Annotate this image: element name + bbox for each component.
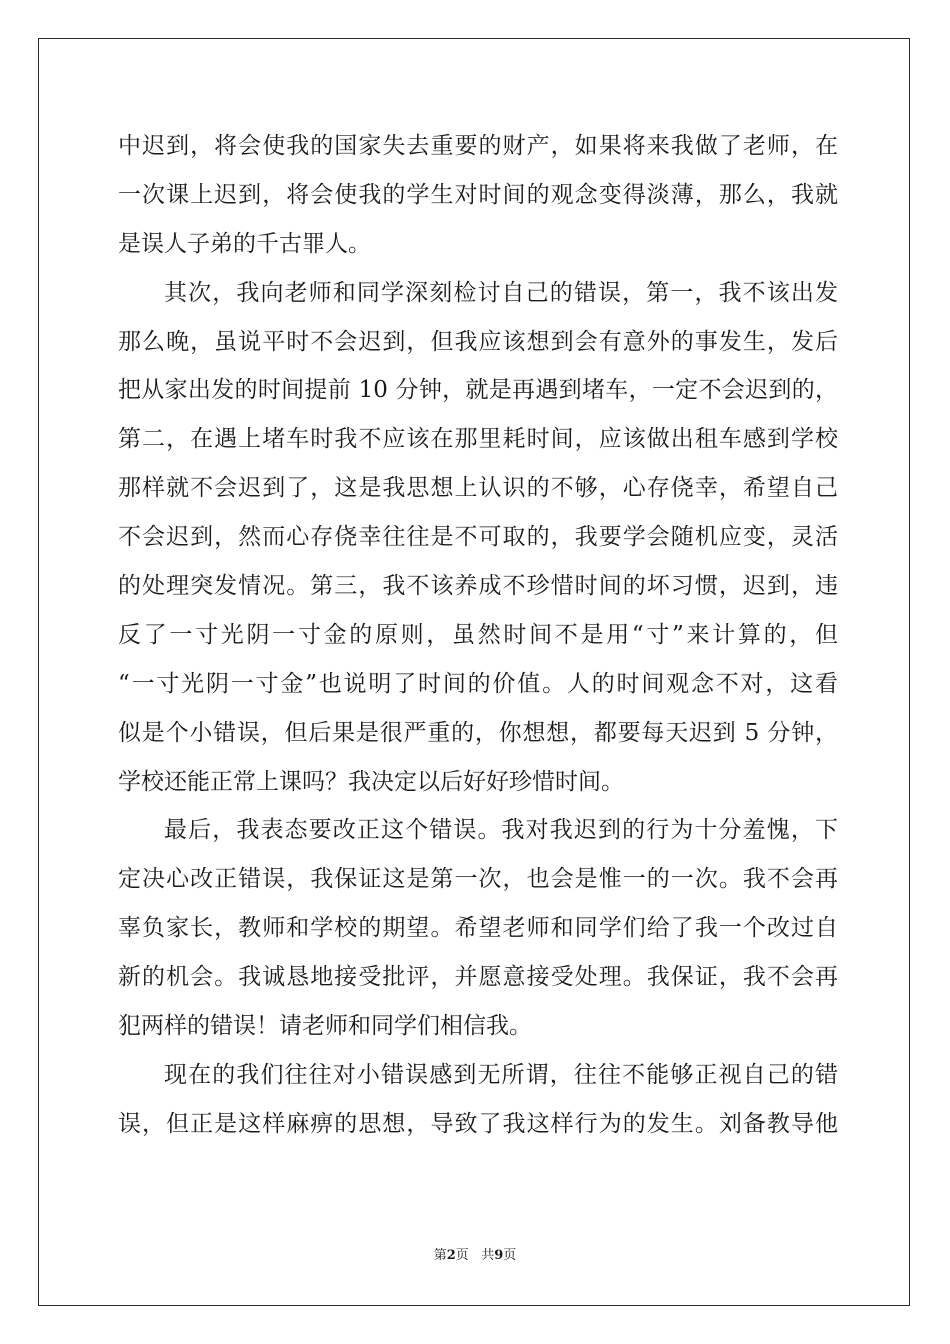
- text-line: 误，但正是这样麻痹的思想，导致了我这样行为的发生。刘备教导他: [118, 1110, 838, 1137]
- text-line: 新的机会。我诚恳地接受批评，并愿意接受处理。我保证，我不会再: [118, 964, 838, 991]
- text-line: 那样就不会迟到了，这是我思想上认识的不够，心存侥幸，希望自己: [118, 475, 838, 502]
- total-suffix: 页: [503, 1248, 517, 1263]
- text-line: 中迟到，将会使我的国家失去重要的财产，如果将来我做了老师，在: [118, 133, 838, 159]
- text-line: 不会迟到，然而心存侥幸往往是不可取的，我要学会随机应变，灵活: [118, 524, 838, 551]
- page-prefix: 第: [433, 1248, 447, 1263]
- page-number: 2: [446, 1248, 456, 1263]
- text-line: 第二，在遇上堵车时我不应该在那里耗时间，应该做出租车感到学校: [118, 426, 838, 453]
- text-line: 的处理突发情况。第三，我不该养成不珍惜时间的坏习惯，迟到，违: [118, 573, 838, 600]
- text-line: 似是个小错误，但后果是很严重的，你想想，都要每天迟到 5 分钟，: [118, 719, 838, 746]
- document-body: [118, 122, 838, 1149]
- text-line: 现在的我们往往对小错误感到无所谓，往往不能够正视自己的错: [164, 1061, 838, 1088]
- text-line: 最后，我表态要改正这个错误。我对我迟到的行为十分羞愧，下: [164, 817, 838, 844]
- total-prefix: 共: [481, 1248, 495, 1263]
- text-line: 那么晚，虽说平时不会迟到，但我应该想到会有意外的事发生，发后: [118, 328, 838, 355]
- total-pages: 9: [494, 1248, 504, 1263]
- text-line: 定决心改正错误，我保证这是第一次，也会是惟一的一次。我不会再: [118, 866, 838, 893]
- page-footer: [0, 1244, 950, 1263]
- page-suffix: 页: [455, 1248, 469, 1263]
- text-line: 是误人子弟的千古罪人。: [118, 230, 371, 257]
- text-line: 一次课上迟到，将会使我的学生对时间的观念变得淡薄，那么，我就: [118, 181, 838, 208]
- text-line: 反了一寸光阴一寸金的原则，虽然时间不是用“寸”来计算的，但: [118, 621, 838, 648]
- text-line: 其次，我向老师和同学深刻检讨自己的错误，第一，我不该出发: [164, 279, 838, 306]
- text-line: 辜负家长，教师和学校的期望。希望老师和同学们给了我一个改过自: [118, 915, 838, 942]
- text-line: “一寸光阴一寸金”也说明了时间的价值。人的时间观念不对，这看: [118, 670, 838, 697]
- text-line: 把从家出发的时间提前 10 分钟，就是再遇到堵车，一定不会迟到的，: [118, 377, 838, 404]
- text-line: 犯两样的错误！请老师和同学们相信我。: [118, 1013, 532, 1040]
- text-line: 学校还能正常上课吗？我决定以后好好珍惜时间。: [118, 768, 624, 795]
